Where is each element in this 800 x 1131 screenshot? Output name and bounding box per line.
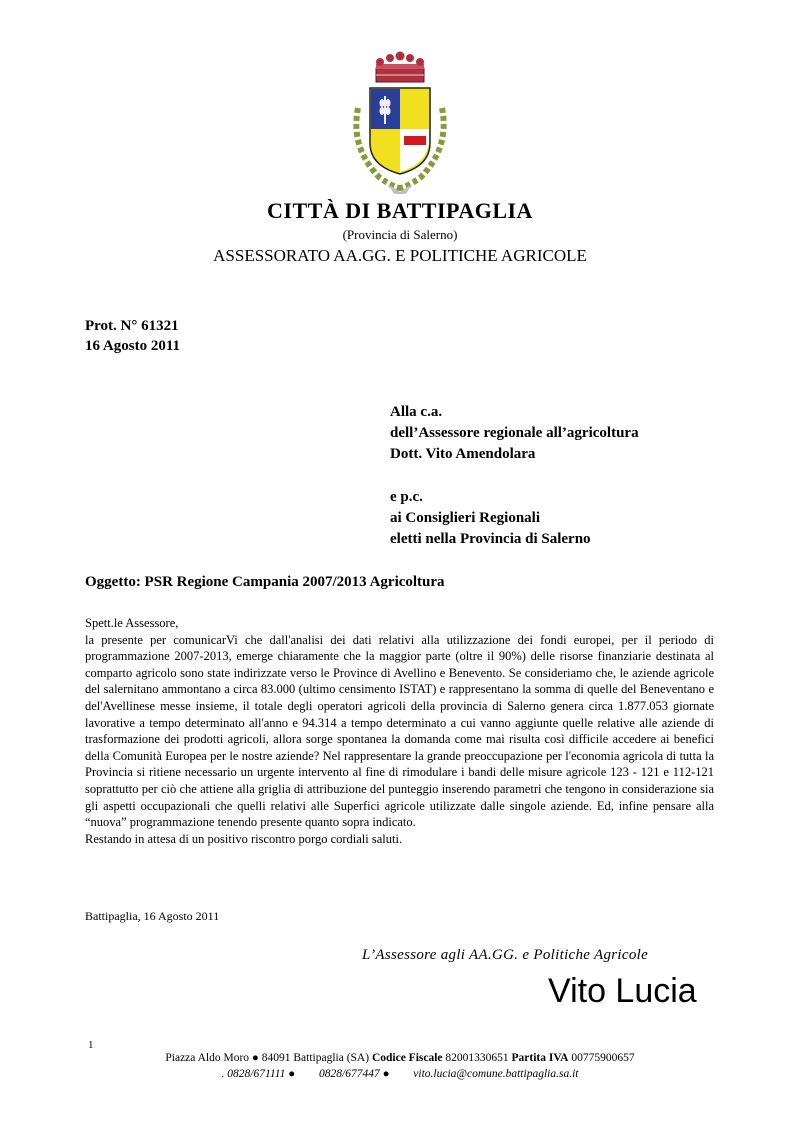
signatory-role: L’Assessore agli AA.GG. e Politiche Agricole [362,947,649,963]
protocol-block [85,316,180,356]
department-title: ASSESSORATO AA.GG. E POLITICHE AGRICOLE [213,246,587,265]
footer-cf-value: 82001330651 [445,1052,509,1064]
recipient-line: dell’Assessore regionale all’agricoltura [390,425,639,441]
closing-line: Restando in attesa di un positivo riscontro porgo cordiali saluti. [85,831,403,846]
cc-block [390,487,591,550]
recipient-line: Dott. Vito Amendolara [390,446,536,462]
footer-fax: 0828/677447 ● [319,1068,390,1080]
place-date: Battipaglia, 16 Agosto 2011 [85,909,220,923]
footer-vat-label: Partita IVA [511,1052,569,1064]
page-number: 1 [88,1039,94,1051]
city-title: CITTÀ DI BATTIPAGLIA [267,198,533,223]
footer-address: Piazza Aldo Moro ● 84091 Battipaglia (SA) [165,1052,370,1064]
letter-body [85,615,714,847]
protocol-date: 16 Agosto 2011 [85,338,181,354]
footer-cf-label: Codice Fiscale [371,1052,443,1064]
subject-line: Oggetto: PSR Regione Campania 2007/2013 Agricoltura [85,574,445,590]
footer-phone: . 0828/671111 ● [221,1068,296,1080]
cc-line: ai Consiglieri Regionali [390,510,540,526]
footer-contact-line [0,1068,800,1080]
cc-line: eletti nella Provincia di Salerno [390,531,591,547]
protocol-number: Prot. N° 61321 [85,318,179,334]
province-subtitle: (Provincia di Salerno) [342,227,458,242]
footer-vat-value: 00775900657 [571,1052,635,1064]
shield-icon [370,88,430,174]
footer-address-line [0,1052,800,1064]
recipient-block [390,402,639,465]
signature-name: Vito Lucia [548,972,697,1010]
body-paragraph: la presente per comunicarVi che dall'analisi dei dati relativi alla utilizzazione dei fondi europei, per il periodo di programmazione 2007-2013, emerge chiaramente che la maggior parte (oltre il 90%) delle risorse finanziarie destinata al comparto agricolo sono state indirizzate verso le Province di Avellino e Benevento. Se consideriamo che, le aziende agricole del salernitano ammontano a circa 83.000 (ultimo censimento ISTAT) e rappresentano la somma di quelle del Beneventano e del'Avellinese messe insieme, il totale degli operatori agricoli della provincia di Salerno genera circa 1.877.053 giornate lavorative a tempo determinato all'anno e 94.314 a tempo determinato a cui vanno aggiunte quelle relative alle aziende di trasformazione dei prodotti agricoli, allora sorge spontanea la domanda come mai risulta così difficile accedere ai benefici della Comunità Europea per le nostre aziende? Nel rappresentare la grande preoccupazione per l'economia agricola di tutta la Provincia si ritiene necessario un urgente intervento al fine di rimodulare i bandi delle misure agricole 123 - 121 e 112-121 soprattutto per ciò che attiene alla griglia di attribuzione del punteggio inserendo parametri che tengono in considerazione sia gli aspetti occupazionali che quelli relativi alle Superfici agricole utilizzate dalle singole aziende. Ed, infine pensare alla “nuova” programmazione tenendo presente quanto sopra indicato. [85,632,714,830]
recipient-line: Alla c.a. [390,404,443,420]
cc-line: e p.c. [390,489,423,505]
city-crest-emblem [340,48,460,198]
footer-email: vito.lucia@comune.battipaglia.sa.it [413,1068,579,1080]
crown-icon [376,52,424,83]
salutation: Spett.le Assessore, [85,616,179,630]
